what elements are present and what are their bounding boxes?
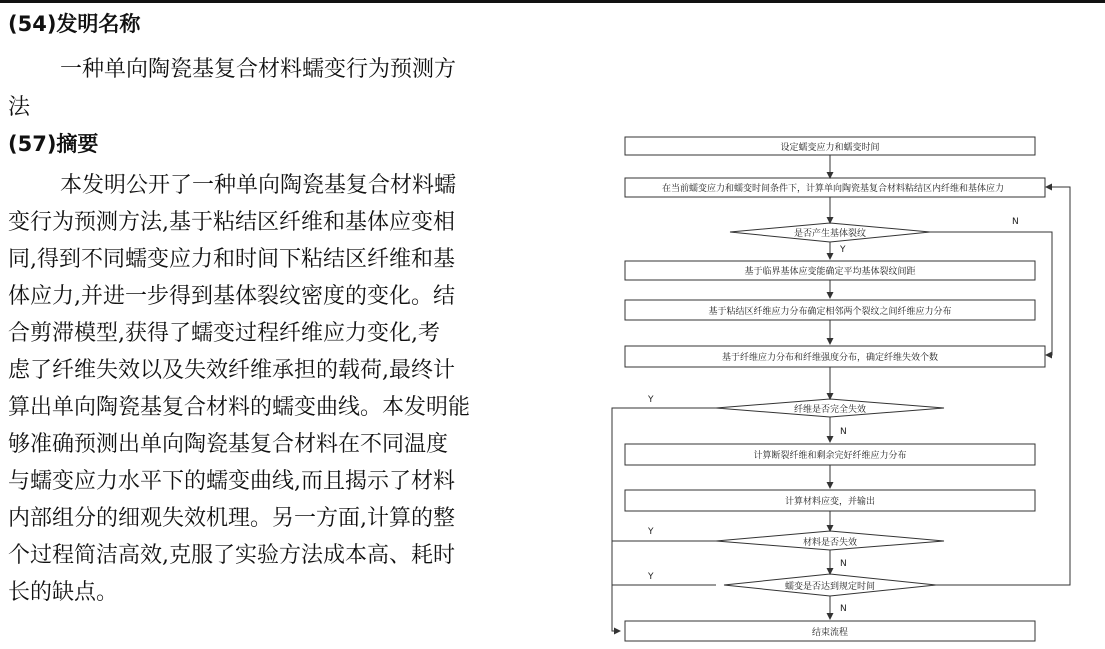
no-branch-arrow (930, 232, 1052, 355)
decision-label: 材料是否失效 (802, 538, 858, 548)
yes-label: Y (648, 572, 654, 582)
step-label: 结束流程 (811, 628, 849, 638)
yes-label: Y (648, 395, 654, 405)
invention-title-line: 法 (8, 95, 31, 120)
no-label: N (840, 604, 847, 614)
invention-title-heading: (54)发明名称 (8, 12, 141, 36)
step-label: 计算断裂纤维和剩余完好纤维应力分布 (753, 451, 907, 461)
decision-label: 是否产生基体裂纹 (793, 229, 867, 239)
no-label: N (1012, 217, 1019, 227)
abstract-line: 个过程简洁高效,克服了实验方法成本高、耗时 (8, 543, 455, 568)
step-label: 计算材料应变，并输出 (784, 497, 876, 507)
abstract-line: 同,得到不同蠕变应力和时间下粘结区纤维和基 (8, 247, 455, 272)
no-label: N (840, 559, 847, 569)
step-label: 在当前蠕变应力和蠕变时间条件下，计算单向陶瓷基复合材料粘结区内纤维和基体应力 (661, 184, 1005, 194)
abstract-heading: (57)摘要 (8, 132, 99, 156)
yes-branch-arrow (612, 408, 716, 631)
step-label: 基于纤维应力分布和纤维强度分布，确定纤维失效个数 (721, 353, 939, 363)
step-label: 基于临界基体应变能确定平均基体裂纹间距 (744, 267, 916, 277)
yes-label: Y (840, 245, 846, 255)
abstract-line: 够准确预测出单向陶瓷基复合材料在不同温度 (8, 432, 449, 457)
loop-back-arrow (936, 187, 1070, 585)
step-label: 基于粘结区纤维应力分布确定相邻两个裂纹之间纤维应力分布 (708, 307, 952, 317)
abstract-line: 本发明公开了一种单向陶瓷基复合材料蠕 (60, 173, 457, 198)
abstract-line: 长的缺点。 (8, 580, 119, 605)
abstract-line: 虑了纤维失效以及失效纤维承担的载荷,最终计 (8, 358, 455, 383)
abstract-line: 内部组分的细观失效机理。另一方面,计算的整 (8, 506, 455, 531)
abstract-line: 体应力,并进一步得到基体裂纹密度的变化。结 (8, 284, 455, 309)
abstract-line: 变行为预测方法,基于粘结区纤维和基体应变相 (8, 210, 455, 235)
invention-title-line: 一种单向陶瓷基复合材料蠕变行为预测方 (60, 57, 457, 82)
decision-label: 蠕变是否达到规定时间 (784, 582, 876, 592)
abstract-line: 算出单向陶瓷基复合材料的蠕变曲线。本发明能 (8, 395, 471, 420)
no-label: N (840, 427, 847, 437)
step-label: 设定蠕变应力和蠕变时间 (780, 143, 880, 153)
abstract-line: 与蠕变应力水平下的蠕变曲线,而且揭示了材料 (8, 469, 455, 494)
abstract-line: 合剪滞模型,获得了蠕变过程纤维应力变化,考 (8, 321, 440, 346)
decision-label: 纤维是否完全失效 (793, 405, 867, 415)
yes-label: Y (648, 527, 654, 537)
